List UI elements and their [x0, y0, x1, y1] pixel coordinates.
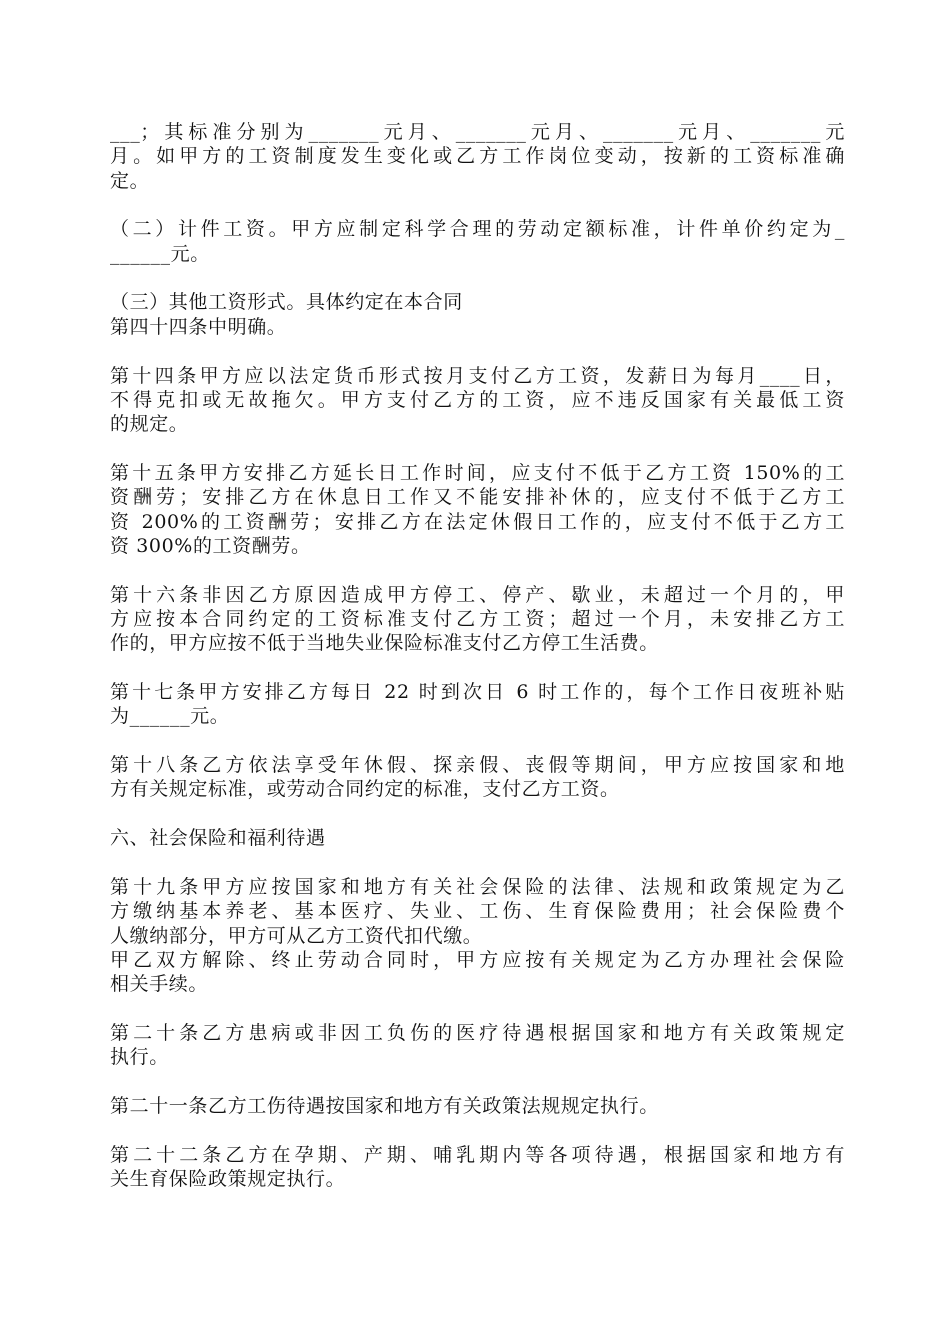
paragraph-article-17: [110, 680, 845, 729]
paragraph-article-22: [110, 1143, 845, 1192]
text-line: 作的，甲方应按不低于当地失业保险标准支付乙方停工生活费。: [110, 632, 659, 655]
text-line: 方缴纳基本养老、基本医疗、失业、工伤、生育保险费用；社会保险费个: [110, 900, 845, 923]
text-line: 第四十四条中明确。: [110, 315, 287, 338]
text-line: 第十六条非因乙方原因造成甲方停工、停产、歇业，未超过一个月的，甲: [110, 583, 845, 606]
paragraph-article-15: [110, 461, 845, 558]
text-line: 月。如甲方的工资制度发生变化或乙方工作岗位变动，按新的工资标准确: [110, 145, 845, 168]
text-line: 第十七条甲方安排乙方每日 22 时到次日 6 时工作的，每个工作日夜班补贴: [110, 681, 845, 704]
document-page: [110, 120, 845, 1216]
text-line: （二）计件工资。甲方应制定科学合理的劳动定额标准，计件单价约定为_: [110, 218, 845, 241]
paragraph-article-21: [110, 1094, 845, 1118]
paragraph-article-18: [110, 753, 845, 802]
text-line: 关生育保险政策规定执行。: [110, 1168, 346, 1191]
text-line: 第十五条甲方安排乙方延长日工作时间，应支付不低于乙方工资 150%的工: [110, 461, 845, 484]
section-heading: 六、社会保险和福利待遇: [110, 827, 326, 850]
paragraph-salary-standard: [110, 120, 845, 193]
paragraph-article-20: [110, 1021, 845, 1070]
text-line: 第二十条乙方患病或非因工负伤的医疗待遇根据国家和地方有关政策规定: [110, 1022, 845, 1045]
text-line: 的规定。: [110, 413, 189, 436]
paragraph-article-14: [110, 364, 845, 437]
text-line: 第十八条乙方依法享受年休假、探亲假、丧假等期间，甲方应按国家和地: [110, 754, 845, 777]
text-line: 资 300%的工资酬劳。: [110, 534, 311, 557]
text-line: 不得克扣或无故拖欠。甲方支付乙方的工资，应不违反国家有关最低工资: [110, 388, 845, 411]
text-line: 资酬劳；安排乙方在休息日工作又不能安排补休的，应支付不低于乙方工: [110, 486, 845, 509]
text-line: 第十九条甲方应按国家和地方有关社会保险的法律、法规和政策规定为乙: [110, 876, 845, 899]
text-line: 第二十一条乙方工伤待遇按国家和地方有关政策法规规定执行。: [110, 1095, 659, 1118]
paragraph-article-16: [110, 583, 845, 656]
text-line: 执行。: [110, 1046, 169, 1069]
text-line: 相关手续。: [110, 973, 209, 996]
paragraph-other-wage-forms: [110, 290, 845, 339]
text-line: ______元。: [110, 242, 210, 265]
text-line: 方有关规定标准，或劳动合同约定的标准，支付乙方工资。: [110, 778, 620, 801]
text-line: 第二十二条乙方在孕期、产期、哺乳期内等各项待遇，根据国家和地方有: [110, 1143, 845, 1166]
section-heading-social-insurance: [110, 826, 845, 850]
text-line: 为______元。: [110, 705, 230, 728]
text-line: 人缴纳部分，甲方可从乙方工资代扣代缴。: [110, 924, 483, 947]
paragraph-piece-rate-wage: [110, 217, 845, 266]
text-line: 甲乙双方解除、终止劳动合同时，甲方应按有关规定为乙方办理社会保险: [110, 948, 845, 971]
text-line: 资 200%的工资酬劳；安排乙方在法定休假日工作的，应支付不低于乙方工: [110, 510, 845, 533]
text-line: 第十四条甲方应以法定货币形式按月支付乙方工资，发薪日为每月____日，: [110, 364, 845, 387]
text-line: ___；其标准分别为_______元月、_______元月、_______元月、_______元: [110, 121, 845, 143]
paragraph-article-19: [110, 875, 845, 996]
text-line: （三）其他工资形式。具体约定在本合同: [110, 291, 463, 314]
text-line: 定。: [110, 169, 150, 192]
text-line: 方应按本合同约定的工资标准支付乙方工资；超过一个月，未安排乙方工: [110, 607, 845, 630]
